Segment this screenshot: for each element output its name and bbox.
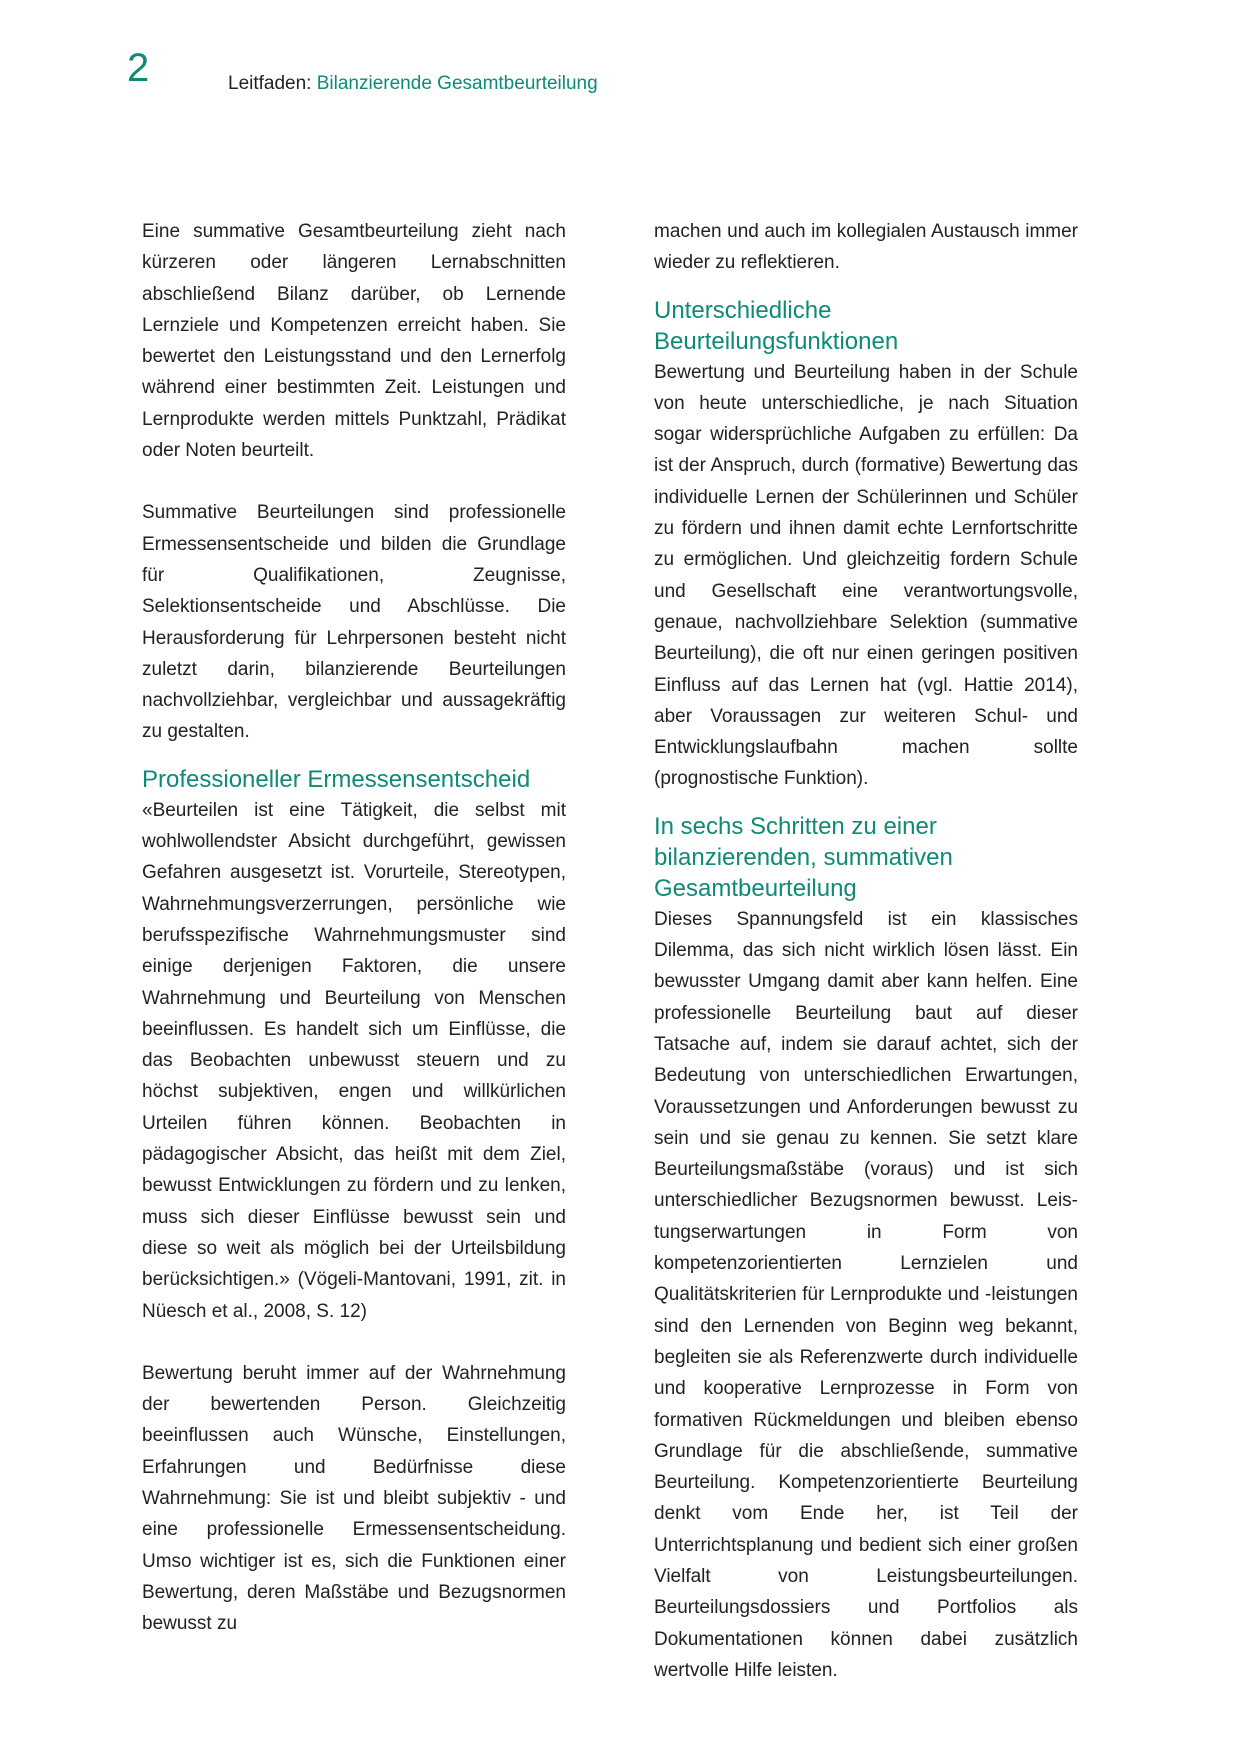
running-header-prefix: Leitfaden: <box>228 73 317 94</box>
right-column <box>654 216 1078 1686</box>
heading-professioneller-ermessensentscheid: Professioneller Ermessensentscheid <box>142 765 531 793</box>
left-column <box>142 216 566 1639</box>
heading-sechs-schritte: In sechs Schritten zu einer bilanzierenden, summativen Gesamtbeurteilung <box>654 812 953 902</box>
running-header <box>228 73 598 95</box>
heading-beurteilungsfunktionen: Unterschiedliche Beurteilungsfunktionen <box>654 296 899 355</box>
paragraph-continuation: machen und auch im kollegialen Austausch immer wieder zu reflektieren. <box>654 221 1078 274</box>
running-header-title: Bilanzierende Gesamtbeurteilung <box>316 73 598 94</box>
paragraph-bewertung: Bewertung beruht immer auf der Wahrnehmung der bewertenden Person. Gleichzeitig beeinflussen auch Wünsche, Einstellungen, Erfahrungen und Bedürfnisse diese Wahrnehmung: Sie ist und bleibt subjektiv - und eine professionelle Ermessensentscheidung. Umso wichtiger ist es, sich die Funktionen einer Bewertung, deren Maßstäbe und Bezugsnormen bewusst zu <box>142 1362 566 1635</box>
paragraph-quote: «Beurteilen ist eine Tätigkeit, die selbst mit wohlwollendster Absicht durchgeführt, gewissen Gefahren ausgesetzt ist. Vorurteile, Stereotypen, Wahrnehmungsverzerrungen, persönliche wie berufsspezifische Wahrnehmungsmuster sind einige derjenigen Faktoren, die unsere Wahrnehmung und Beurteilung von Menschen beeinflussen. Es handelt sich um Einflüsse, die das Beobachten unbewusst steuern und zu höchst subjektiven, engen und willkürlichen Urteilen führen können. Beobachten in pädagogischer Absicht, das heißt mit dem Ziel, bewusst Entwicklungen zu fördern und zu lenken, muss sich dieser Einflüsse bewusst sein und diese so weit als möglich bei der Urteilsbildung berücksichtigen.» (Vögeli-Mantovani, 1991, zit. in Nüesch et al., 2008, S. 12) <box>142 799 566 1322</box>
page-number: 2 <box>127 46 150 90</box>
paragraph-spannungsfeld: Dieses Spannungsfeld ist ein klassisches Dilemma, das sich nicht wirklich lösen lässt. Ein bewusster Umgang damit aber kann helfen. Eine professionelle Beurteilung baut auf dieser Tatsache auf, indem sie darauf achtet, sich der Bedeutung von unterschiedlichen Erwartungen, Voraussetzungen und Anforderungen bewusst zu sein und sie genau zu kennen. Sie setzt klare Beurteilungsmaßstäbe (voraus) und ist sich unterschiedlicher Bezugsnormen bewusst. Leistungserwartungen in Form von kompetenzorientierten Lernzielen und Qualitätskriterien für Lernprodukte und -leistungen sind den Lernenden von Beginn weg bekannt, begleiten sie als Referenzwerte durch individuelle und kooperative Lernprozesse in Form von formativen Rückmeldungen und bleiben ebenso Grundlage für die abschließende, summative Beurteilung. Kompetenzorientierte Beurteilung denkt vom Ende her, ist Teil der Unterrichtsplanung und bedient sich einer großen Vielfalt von Leistungsbeurteilungen. Beurteilungsdossiers und Portfolios als Dokumentationen können dabei zusätzlich wertvolle Hilfe leisten. <box>654 908 1078 1681</box>
paragraph-funktionen: Bewertung und Beurteilung haben in der Schule von heute unterschiedliche, je nach Situation sogar widersprüchliche Aufgaben zu erfüllen: Da ist der Anspruch, durch (formative) Bewertung das individuelle Lernen der Schülerinnen und Schüler zu fördern und ihnen damit echte Lernfortschritte zu ermöglichen. Und gleichzeitig fordern Schule und Gesellschaft eine verantwortungsvolle, genaue, nachvollziehbare Selektion (summative Beurteilung), die oft nur einen geringen positiven Einfluss auf das Lernen hat (vgl. Hattie 2014), aber Voraussagen zur weiteren Schul- und Entwicklungslaufbahn machen sollte (prognostische Funktion). <box>654 361 1078 790</box>
paragraph-intro: Eine summative Gesamtbeurteilung zieht nach kürzeren oder längeren Lernabschnitten abschließend Bilanz darüber, ob Lernende Lernziele und Kompetenzen erreicht haben. Sie bewertet den Leistungsstand und den Lernerfolg während einer bestimmten Zeit. Leistungen und Lernprodukte werden mittels Punktzahl, Prädikat oder Noten beurteilt. <box>142 221 566 462</box>
paragraph-summative: Summative Beurteilungen sind professionelle Ermessensentscheide und bilden die Grundlage für Qualifikationen, Zeugnisse, Selektionsentscheide und Abschlüsse. Die Herausforderung für Lehrpersonen besteht nicht zuletzt darin, bilanzierende Beurteilungen nachvollziehbar, vergleichbar und aussagekräftig zu gestalten. <box>142 502 566 743</box>
